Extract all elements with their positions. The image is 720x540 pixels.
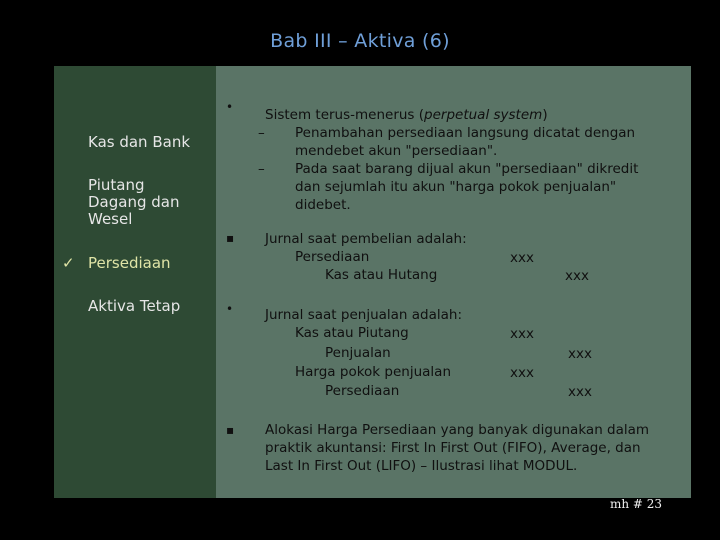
round-bullet-icon: • [226,100,234,114]
sub-point-line: dan sejumlah itu akun "harga pokok penjualan" [295,179,617,195]
square-bullet-icon: ▪ [226,231,235,245]
dash-icon: – [258,125,265,141]
sub-point [295,160,638,214]
bullet-heading: Jurnal saat penjualan adalah: [265,307,463,323]
sidebar-item-persediaan[interactable]: Persediaan [88,254,171,272]
sidebar-item-piutang[interactable] [88,177,179,228]
journal-account: Kas atau Hutang [325,267,438,283]
check-icon: ✓ [62,254,75,272]
journal-credit: xxx [565,268,589,284]
dash-icon: – [258,161,265,177]
paragraph-line: Alokasi Harga Persediaan yang banyak digunakan dalam [265,422,650,438]
journal-credit: xxx [568,384,592,400]
sidebar-item-label: Piutang [88,176,145,194]
journal-debit: xxx [510,250,534,266]
sub-point [295,124,635,160]
sub-point-line: didebet. [295,197,351,213]
round-bullet-icon: • [226,302,234,316]
bullet-heading: Jurnal saat pembelian adalah: [265,231,467,247]
paragraph-line: Last In First Out (LIFO) – Ilustrasi lihat MODUL. [265,458,578,474]
journal-debit: xxx [510,365,534,381]
sub-point-line: mendebet akun "persediaan". [295,143,498,159]
journal-credit: xxx [568,346,592,362]
journal-account: Persediaan [295,249,370,265]
heading-text-end: ) [542,107,548,123]
sidebar-item-kas-dan-bank[interactable]: Kas dan Bank [88,133,191,151]
journal-debit: xxx [510,326,534,342]
paragraph-line: praktik akuntansi: First In First Out (FIFO), Average, dan [265,440,641,456]
heading-italic: perpetual system [424,107,543,123]
slide-number: mh # 23 [610,497,663,511]
sub-point-line: Penambahan persediaan langsung dicatat dengan [295,125,636,141]
journal-account: Harga pokok penjualan [295,364,451,380]
sub-point-line: Pada saat barang dijual akun "persediaan" dikredit [295,161,639,177]
sidebar-panel [54,66,216,498]
journal-account: Penjualan [325,345,391,361]
bullet-paragraph [265,421,649,475]
heading-text: Sistem terus-menerus ( [265,107,425,123]
square-bullet-icon: ▪ [226,423,235,437]
slide-title: Bab III – Aktiva (6) [270,30,450,52]
journal-account: Persediaan [325,383,400,399]
journal-account: Kas atau Piutang [295,325,409,341]
sidebar-item-label: Dagang dan [88,193,180,211]
sidebar-item-aktiva-tetap[interactable]: Aktiva Tetap [88,297,181,315]
bullet-heading [265,106,548,124]
sidebar-item-label: Wesel [88,210,133,228]
